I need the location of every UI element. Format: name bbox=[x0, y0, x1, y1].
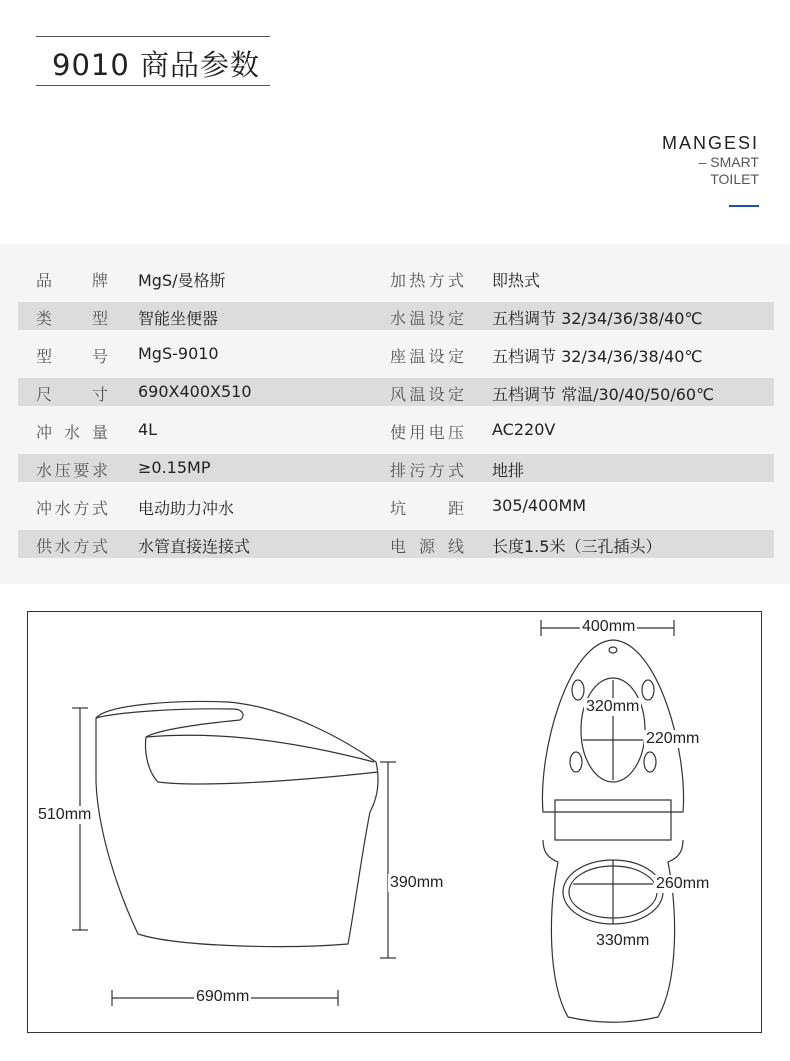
dim-seat-inner-length: 330mm bbox=[596, 932, 650, 949]
spec-table bbox=[0, 244, 790, 584]
spec-value: 长度1.5米（三孔插头） bbox=[492, 537, 662, 556]
brand-tagline-1: – SMART bbox=[698, 154, 759, 170]
side-view-outline bbox=[96, 702, 378, 947]
dim-seat-inner-width: 260mm bbox=[656, 875, 710, 892]
title-block bbox=[36, 36, 270, 86]
brand-block bbox=[662, 133, 759, 188]
toilet-drawing bbox=[28, 612, 761, 1032]
spec-value: 690X400X510 bbox=[138, 382, 252, 401]
spec-label: 水压要求 bbox=[36, 461, 108, 480]
spec-row bbox=[18, 302, 774, 330]
spec-label: 加热方式 bbox=[390, 271, 464, 290]
spec-value: 即热式 bbox=[492, 271, 541, 290]
spec-label: 水温设定 bbox=[390, 309, 464, 328]
spec-row bbox=[18, 492, 774, 520]
side-view-lid bbox=[96, 709, 378, 784]
spec-label: 尺寸 bbox=[36, 385, 108, 404]
spec-value: AC220V bbox=[492, 420, 556, 439]
spec-value: 4L bbox=[138, 420, 158, 439]
dim-lid-width: 220mm bbox=[646, 730, 700, 747]
spec-value: 电动助力冲水 bbox=[138, 499, 235, 518]
page-title: 9010 商品参数 bbox=[52, 48, 261, 82]
spec-value: MgS/曼格斯 bbox=[138, 271, 226, 290]
spec-label: 电源线 bbox=[390, 537, 464, 556]
spec-label: 型号 bbox=[36, 347, 108, 366]
brand-tagline-2: TOILET bbox=[710, 171, 759, 187]
spec-value: 305/400MM bbox=[492, 496, 587, 515]
dim-height-total: 510mm bbox=[38, 806, 92, 823]
dim-length: 690mm bbox=[196, 988, 250, 1005]
spec-row bbox=[18, 530, 774, 558]
spec-row bbox=[18, 340, 774, 368]
brand-name: MANGESI bbox=[661, 133, 759, 153]
spec-value: ≥0.15MP bbox=[138, 458, 211, 477]
spec-row bbox=[18, 454, 774, 482]
spec-label: 坑距 bbox=[390, 499, 464, 518]
spec-label: 风温设定 bbox=[390, 385, 464, 404]
spec-label: 排污方式 bbox=[390, 461, 464, 480]
spec-value: 水管直接连接式 bbox=[138, 537, 251, 556]
spec-value: 五档调节 32/34/36/38/40℃ bbox=[492, 347, 703, 366]
spec-value: MgS-9010 bbox=[138, 344, 219, 363]
spec-row bbox=[18, 416, 774, 444]
spec-value: 地排 bbox=[492, 461, 525, 480]
spec-label: 品牌 bbox=[36, 271, 108, 290]
spec-label: 供水方式 bbox=[36, 537, 108, 556]
spec-value: 五档调节 常温/30/40/50/60℃ bbox=[492, 385, 715, 404]
spec-row bbox=[18, 264, 774, 292]
spec-label: 冲水方式 bbox=[36, 499, 108, 518]
spec-value: 五档调节 32/34/36/38/40℃ bbox=[492, 309, 703, 328]
spec-value: 智能坐便器 bbox=[138, 309, 219, 328]
dim-lid-length: 320mm bbox=[586, 698, 640, 715]
spec-row bbox=[18, 378, 774, 406]
dim-height-seat: 390mm bbox=[390, 874, 444, 891]
dimension-diagram bbox=[27, 611, 762, 1033]
spec-label: 使用电压 bbox=[390, 423, 464, 442]
dim-width: 400mm bbox=[582, 618, 636, 635]
brand-accent-line bbox=[729, 205, 759, 207]
spec-label: 座温设定 bbox=[390, 347, 464, 366]
spec-label: 冲水量 bbox=[36, 423, 108, 442]
spec-label: 类型 bbox=[36, 309, 108, 328]
